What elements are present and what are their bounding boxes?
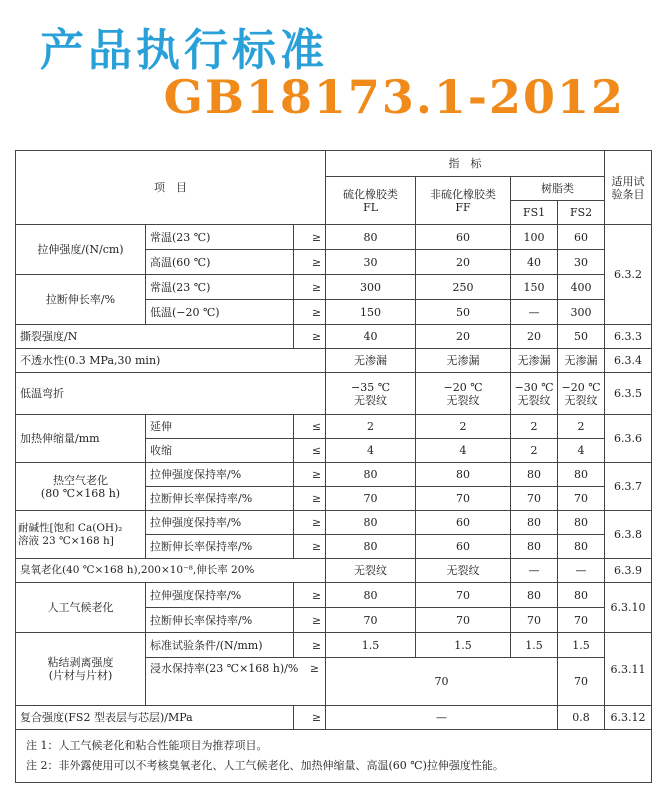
- row-label: 人工气候老化: [16, 583, 146, 633]
- row-label: 耐碱性[饱和 Ca(OH)₂ 溶液 23 ℃×168 h]: [16, 511, 146, 559]
- standard-code: GB18173.1-2012: [163, 70, 625, 124]
- table-row: 撕裂强度/N ≥ 40 20 20 50 6.3.3: [16, 325, 652, 349]
- table-row: 拉断伸长率/% 常温(23 ℃) ≥ 300 250 150 400: [16, 275, 652, 300]
- table-row: 拉断伸长率保持率/% ≥ 80 60 80 80: [16, 535, 652, 559]
- table-row: 高温(60 ℃) ≥ 30 20 40 30: [16, 250, 652, 275]
- spec-table: [15, 150, 652, 783]
- note-1: 注 1：人工气候老化和粘合性能项目为推荐项目。: [26, 739, 268, 752]
- row-label: 加热伸缩量/mm: [16, 415, 146, 463]
- clause-cell: 6.3.8: [605, 511, 652, 559]
- table-row: 热空气老化 (80 ℃×168 h) 拉伸强度保持率/% ≥ 80 80 80 80 6.3.7: [16, 463, 652, 487]
- table-row: 浸水保持率(23 ℃×168 h)/% ≥ 70 70: [16, 658, 652, 706]
- header-item: 项 目: [16, 151, 326, 225]
- table-row: 不透水性(0.3 MPa,30 min) 无渗漏 无渗漏 无渗漏 无渗漏 6.3.4: [16, 349, 652, 373]
- clause-cell: 6.3.2: [605, 225, 652, 325]
- header-fs1: FS1: [511, 201, 558, 225]
- table-row: 加热伸缩量/mm 延伸 ≤ 2 2 2 2 6.3.6: [16, 415, 652, 439]
- header-indicator: 指 标: [326, 151, 605, 177]
- clause-cell: 6.3.4: [605, 349, 652, 373]
- table-row: 收缩 ≤ 4 4 2 4: [16, 439, 652, 463]
- row-label: 热空气老化 (80 ℃×168 h): [16, 463, 146, 511]
- clause-cell: 6.3.5: [605, 373, 652, 415]
- table-row: 拉断伸长率保持率/% ≥ 70 70 70 70: [16, 487, 652, 511]
- row-label: 拉断伸长率/%: [16, 275, 146, 325]
- note-2: 注 2：非外露使用可以不考核臭氧老化、人工气候老化、加热伸缩量、高温(60 ℃)拉伸强度性能。: [26, 759, 504, 772]
- row-label: 撕裂强度/N: [16, 325, 294, 349]
- table-row: 粘结剥离强度 (片材与片材) 标准试验条件/(N/mm) ≥ 1.5 1.5 1.5 1.5 6.3.11: [16, 633, 652, 658]
- row-label: 粘结剥离强度 (片材与片材): [16, 633, 146, 706]
- header-fs2: FS2: [558, 201, 605, 225]
- clause-cell: 6.3.11: [605, 633, 652, 706]
- table-row: 耐碱性[饱和 Ca(OH)₂ 溶液 23 ℃×168 h] 拉伸强度保持率/% ≥ 80 60 80 80 6.3.8: [16, 511, 652, 535]
- table-row: 复合强度(FS2 型表层与芯层)/MPa ≥ — 0.8 6.3.12: [16, 706, 652, 730]
- clause-cell: 6.3.9: [605, 559, 652, 583]
- clause-cell: 6.3.10: [605, 583, 652, 633]
- table-row: 低温(−20 ℃) ≥ 150 50 — 300: [16, 300, 652, 325]
- table-row: 拉断伸长率保持率/% ≥ 70 70 70 70: [16, 608, 652, 633]
- header-ff: 非硫化橡胶类 FF: [416, 177, 511, 225]
- table-row: 低温弯折 −35 ℃ 无裂纹 −20 ℃ 无裂纹 −30 ℃ 无裂纹 −20 ℃ 无裂纹 6.3.5: [16, 373, 652, 415]
- clause-cell: 6.3.3: [605, 325, 652, 349]
- row-label: 不透水性(0.3 MPa,30 min): [16, 349, 326, 373]
- table-row: 拉伸强度/(N/cm) 常温(23 ℃) ≥ 80 60 100 60 6.3.2: [16, 225, 652, 250]
- header-resin: 树脂类: [511, 177, 605, 201]
- table-row: 人工气候老化 拉伸强度保持率/% ≥ 80 70 80 80 6.3.10: [16, 583, 652, 608]
- clause-cell: 6.3.6: [605, 415, 652, 463]
- row-label: 臭氧老化(40 ℃×168 h),200×10⁻⁸,伸长率 20%: [16, 559, 326, 583]
- page-title: 产品执行标准: [40, 25, 328, 76]
- clause-cell: 6.3.7: [605, 463, 652, 511]
- row-label: 低温弯折: [16, 373, 326, 415]
- table-row: 臭氧老化(40 ℃×168 h),200×10⁻⁸,伸长率 20% 无裂纹 无裂纹 — — 6.3.9: [16, 559, 652, 583]
- row-label: 复合强度(FS2 型表层与芯层)/MPa: [16, 706, 294, 730]
- row-label: 拉伸强度/(N/cm): [16, 225, 146, 275]
- header-clause: 适用试验条目: [605, 151, 652, 225]
- notes-row: [16, 730, 652, 783]
- clause-cell: 6.3.12: [605, 706, 652, 730]
- header-fl: 硫化橡胶类 FL: [326, 177, 416, 225]
